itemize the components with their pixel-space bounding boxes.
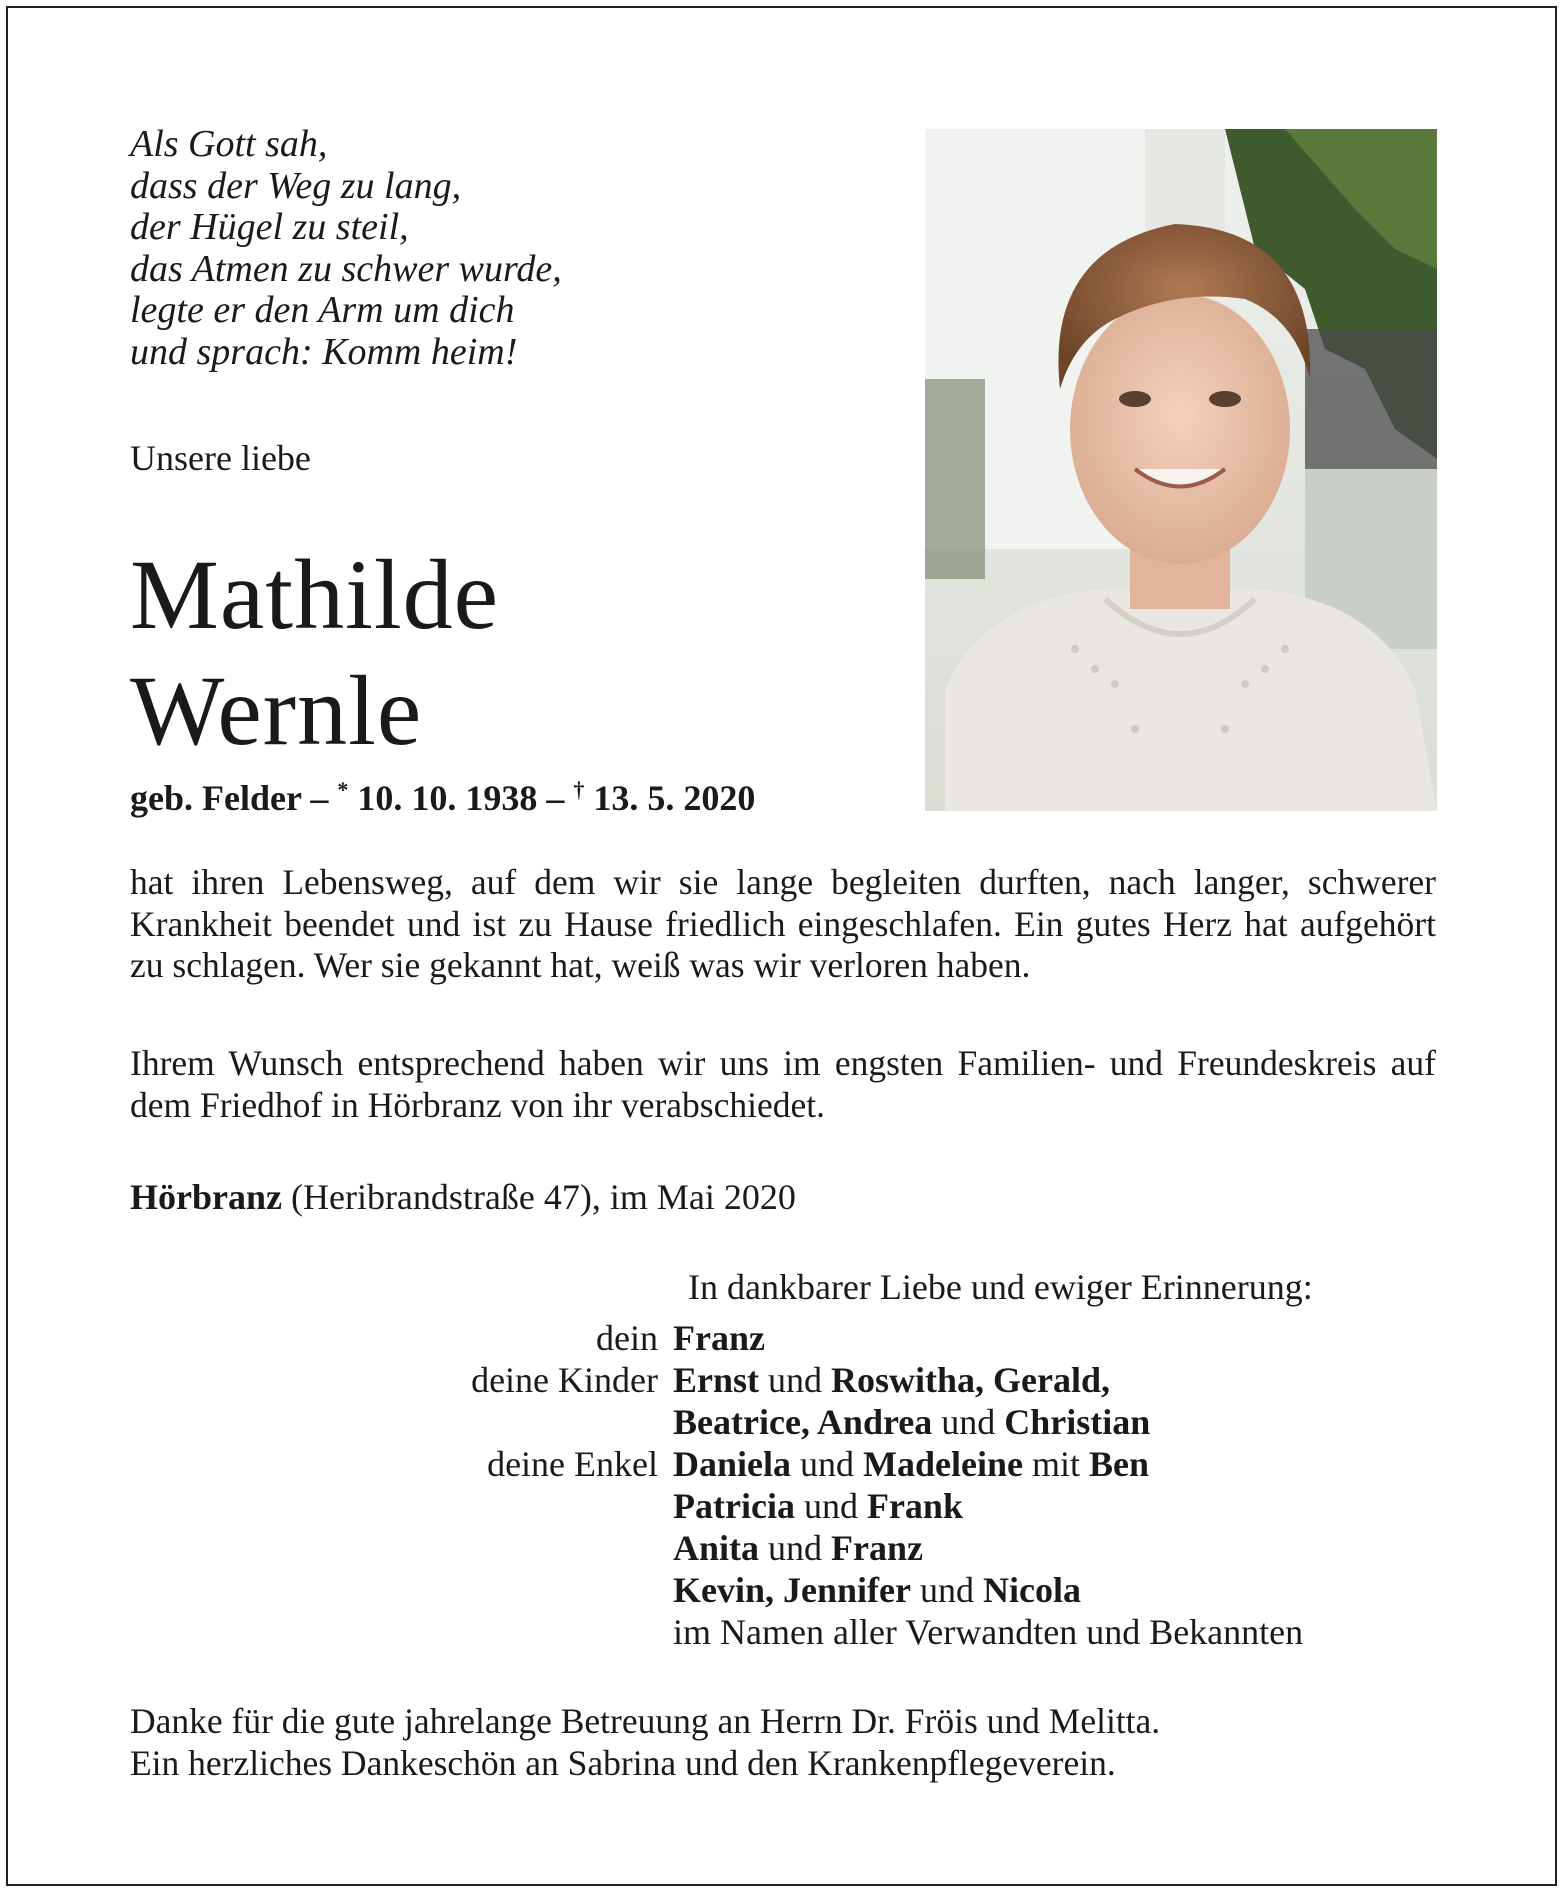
first-name: Mathilde (130, 539, 500, 650)
birth-name: geb. Felder (130, 778, 302, 818)
family-name: Christian (1004, 1402, 1151, 1442)
portrait-photo-icon (925, 129, 1437, 811)
family-label: deine Enkel (487, 1444, 658, 1484)
family-name: Daniela (673, 1444, 792, 1484)
life-dates: geb. Felder – * 10. 10. 1938 – † 13. 5. 2020 (130, 777, 756, 818)
thanks-line: Danke für die gute jahrelange Betreuung an Herrn Dr. Fröis und Melitta. (130, 1701, 1161, 1741)
family-name: Patricia (673, 1486, 795, 1526)
family-row-grandchildren-cont (380, 1485, 1440, 1527)
family-label: dein (596, 1318, 658, 1358)
family-name: Kevin, Jennifer (673, 1570, 911, 1610)
family-list (380, 1317, 1440, 1653)
death-date: 13. 5. 2020 (593, 778, 756, 818)
poem-line: Als Gott sah, (130, 123, 328, 165)
conjunction: und (794, 1486, 867, 1526)
family-row-spouse (380, 1317, 1440, 1359)
family-name: Franz (673, 1318, 765, 1358)
family-name: Beatrice, Andrea (673, 1402, 933, 1442)
deceased-name (130, 537, 499, 769)
relatives-line: im Namen aller Verwandten und Bekannten (673, 1612, 1304, 1652)
conjunction: und (759, 1360, 832, 1400)
family-label: deine Kinder (471, 1360, 658, 1400)
death-symbol: † (573, 777, 585, 802)
paragraph-obituary: hat ihren Lebensweg, auf dem wir sie lange begleiten durften, nach langer, schwerer Krankheit beendet und ist zu Hause friedlich eingeschlafen. Ein gutes Herz hat aufgehört zu schlagen. Wer sie gekannt hat, weiß was wir verloren haben. (130, 862, 1436, 985)
thanks-section (130, 1701, 1436, 1784)
portrait-photo (925, 129, 1437, 811)
poem-line: das Atmen zu schwer wurde, (130, 247, 562, 290)
conjunction: und (910, 1570, 983, 1610)
poem-line: dass der Weg zu lang, (130, 164, 462, 207)
place-town: Hörbranz (130, 1177, 282, 1217)
family-name: Ernst (673, 1360, 760, 1400)
poem (130, 124, 562, 373)
conjunction: und (932, 1402, 1005, 1442)
family-name: Roswitha, Gerald, (831, 1360, 1111, 1400)
family-name: Nicola (982, 1570, 1081, 1610)
last-name: Wernle (130, 655, 423, 766)
intro-text: Unsere liebe (130, 438, 311, 478)
paragraph-funeral: Ihrem Wunsch entsprechend haben wir uns im engsten Familien- und Freundeskreis auf dem Friedhof in Hörbranz von ihr verabschiedet. (130, 1043, 1436, 1125)
birth-symbol: * (337, 777, 349, 802)
family-row-grandchildren-cont (380, 1527, 1440, 1569)
poem-line: legte er den Arm um dich (130, 289, 515, 331)
poem-line: und sprach: Komm heim! (130, 330, 518, 373)
family-row-grandchildren (380, 1443, 1440, 1485)
conjunction: mit (1022, 1444, 1089, 1484)
family-name: Franz (831, 1528, 923, 1568)
family-name: Frank (866, 1486, 963, 1526)
birth-date: 10. 10. 1938 (357, 778, 538, 818)
place-rest: (Heribrandstraße 47), im Mai 2020 (281, 1177, 796, 1217)
poem-line: der Hügel zu steil, (130, 206, 409, 248)
conjunction: und (759, 1528, 832, 1568)
family-row-children-cont (380, 1401, 1440, 1443)
family-row-children (380, 1359, 1440, 1401)
family-name: Ben (1089, 1444, 1150, 1484)
conjunction: und (791, 1444, 864, 1484)
thanks-line: Ein herzliches Dankeschön an Sabrina und den Krankenpflegeverein. (130, 1742, 1116, 1783)
memory-line: In dankbarer Liebe und ewiger Erinnerung: (688, 1267, 1313, 1307)
place-date (130, 1176, 796, 1218)
family-name: Madeleine (863, 1444, 1023, 1484)
family-row-relatives (380, 1611, 1440, 1653)
family-name: Anita (673, 1528, 760, 1568)
family-row-grandchildren-cont (380, 1569, 1440, 1611)
